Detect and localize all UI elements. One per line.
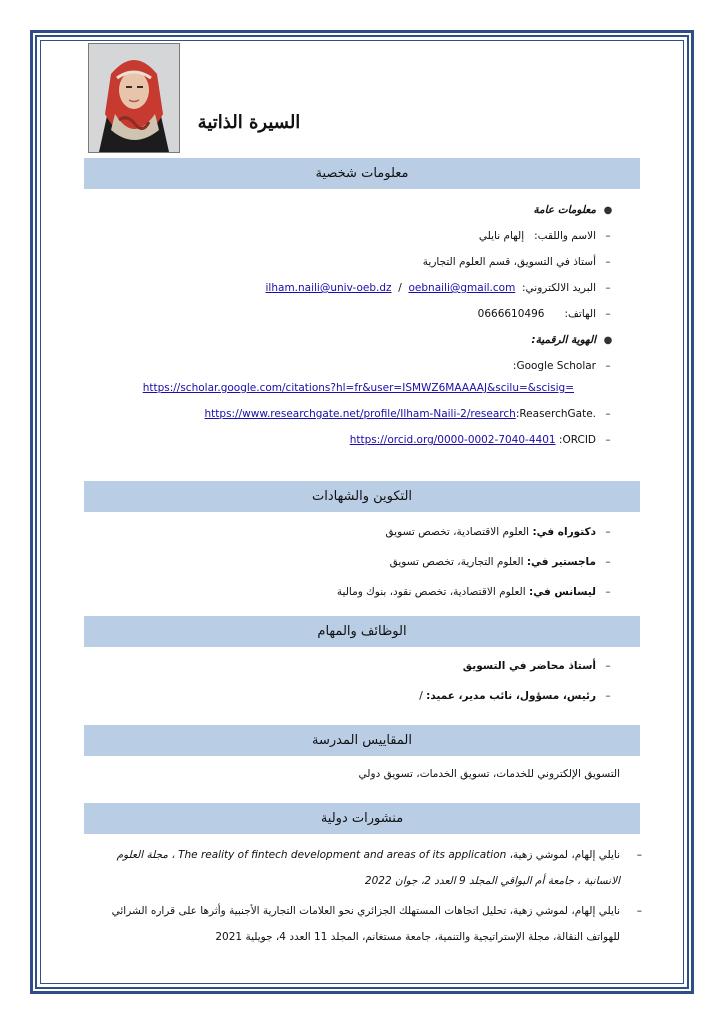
- phone-label: الهاتف:: [564, 308, 596, 320]
- email-line: [266, 282, 620, 294]
- digital-identity-heading: [531, 334, 620, 346]
- dash-icon: –: [605, 660, 611, 672]
- name-value: إلهام نايلي: [478, 230, 525, 242]
- section-header-education: التكوين والشهادات: [84, 481, 640, 512]
- job-roles-value: /: [419, 690, 427, 702]
- dash-icon: –: [605, 434, 611, 446]
- dash-icon: –: [605, 230, 611, 242]
- degree-label: ماجستير في:: [526, 556, 596, 568]
- bullet-icon: ●: [603, 335, 613, 346]
- orcid-link[interactable]: https://orcid.org/0000-0002-7040-4401: [349, 434, 556, 446]
- dash-icon: –: [605, 586, 611, 598]
- education-item: [390, 556, 620, 568]
- digital-identity-label: الهوية الرقمية:: [531, 334, 596, 346]
- degree-value: العلوم الاقتصادية، تخصص نقود، بنوك ومالية: [336, 586, 529, 598]
- section-header-personal: معلومات شخصية: [84, 158, 640, 189]
- email-link-university[interactable]: ilham.naili@univ-oeb.dz: [265, 282, 392, 294]
- name-line: [479, 230, 620, 242]
- degree-label: ليسانس في:: [529, 586, 596, 598]
- google-scholar-line: [513, 360, 620, 372]
- courses-value: التسويق الإلكتروني للخدمات، تسويق الخدمات، تسويق دولي: [358, 768, 620, 780]
- job-title: أستاذ محاضر في التسويق: [462, 660, 596, 672]
- researchgate-label: :ReaserchGate.: [515, 408, 596, 420]
- education-item: [337, 586, 620, 598]
- avatar: [88, 43, 180, 153]
- researchgate-link[interactable]: https://www.researchgate.net/profile/Ilham-Naili-2/research: [204, 408, 516, 420]
- bullet-icon: ●: [603, 205, 613, 216]
- dash-icon: –: [636, 849, 642, 861]
- section-header-courses: المقاييس المدرسة: [84, 725, 640, 756]
- google-scholar-url-line: [143, 382, 574, 394]
- dash-icon: –: [605, 526, 611, 538]
- general-info-label: معلومات عامة: [533, 204, 596, 216]
- dash-icon: –: [605, 256, 611, 268]
- dash-icon: –: [605, 282, 611, 294]
- degree-value: العلوم الاقتصادية، تخصص تسويق: [385, 526, 533, 538]
- dash-icon: –: [605, 556, 611, 568]
- courses-line: [359, 768, 620, 780]
- education-item: [385, 526, 620, 538]
- google-scholar-label: :Google Scholar: [512, 360, 596, 372]
- job-item: [419, 690, 620, 702]
- degree-value: العلوم التجارية، تخصص تسويق: [389, 556, 527, 568]
- researchgate-line: [205, 408, 620, 420]
- phone-line: [478, 308, 620, 320]
- general-info-heading: [533, 204, 620, 216]
- page-title: السيرة الذاتية: [197, 112, 301, 133]
- cv-document: [84, 40, 640, 980]
- dash-icon: –: [605, 690, 611, 702]
- orcid-label: :ORCID: [558, 434, 596, 446]
- dash-icon: –: [605, 408, 611, 420]
- section-header-publications: منشورات دولية: [84, 803, 640, 834]
- portrait-image: [89, 44, 179, 152]
- dash-icon: –: [605, 360, 611, 372]
- position-line: [423, 256, 620, 268]
- publication-journal: ، مجلة العلوم الانسانية ، جامعة أم البواقي المجلد 9 العدد 2، جوان 2022: [116, 849, 620, 887]
- researchgate-text: [205, 408, 596, 420]
- name-label: الاسم واللقب:: [534, 230, 596, 242]
- email-link-primary[interactable]: oebnaili@gmail.com: [408, 282, 516, 294]
- publication-title: The reality of fintech development and areas of its application: [178, 849, 507, 861]
- job-roles-label: رئيس، مسؤول، نائب مدير، عميد:: [426, 690, 596, 702]
- job-item: [463, 660, 620, 672]
- orcid-text: [350, 434, 596, 446]
- phone-value: 0666610496: [477, 308, 545, 320]
- email-separator: /: [398, 282, 402, 294]
- position-value: أستاذ في التسويق، قسم العلوم التجارية: [422, 256, 596, 268]
- section-header-jobs: الوظائف والمهام: [84, 616, 640, 647]
- publication-item: [100, 898, 642, 950]
- google-scholar-link[interactable]: https://scholar.google.com/citations?hl=fr&user=ISMWZ6MAAAAJ&scilu=&scisig=: [142, 382, 574, 394]
- publication-authors: نايلي إلهام، لموشي زهية،: [509, 849, 620, 861]
- orcid-line: [350, 434, 620, 446]
- dash-icon: –: [636, 905, 642, 917]
- dash-icon: –: [605, 308, 611, 320]
- publication-item: [100, 842, 642, 894]
- email-label: البريد الالكتروني:: [522, 282, 596, 294]
- publication-text: نايلي إلهام، لموشي زهية، تحليل اتجاهات المستهلك الجزائري نحو العلامات التجارية الأجنبية وأثرها على قراره الشرائي للهواتف النقالة، مجلة الإستراتيجية والتنمية، جامعة مستغانم، المجلد 11 العدد 4، جويلية 2021: [111, 905, 620, 943]
- degree-label: دكتوراه في:: [532, 526, 596, 538]
